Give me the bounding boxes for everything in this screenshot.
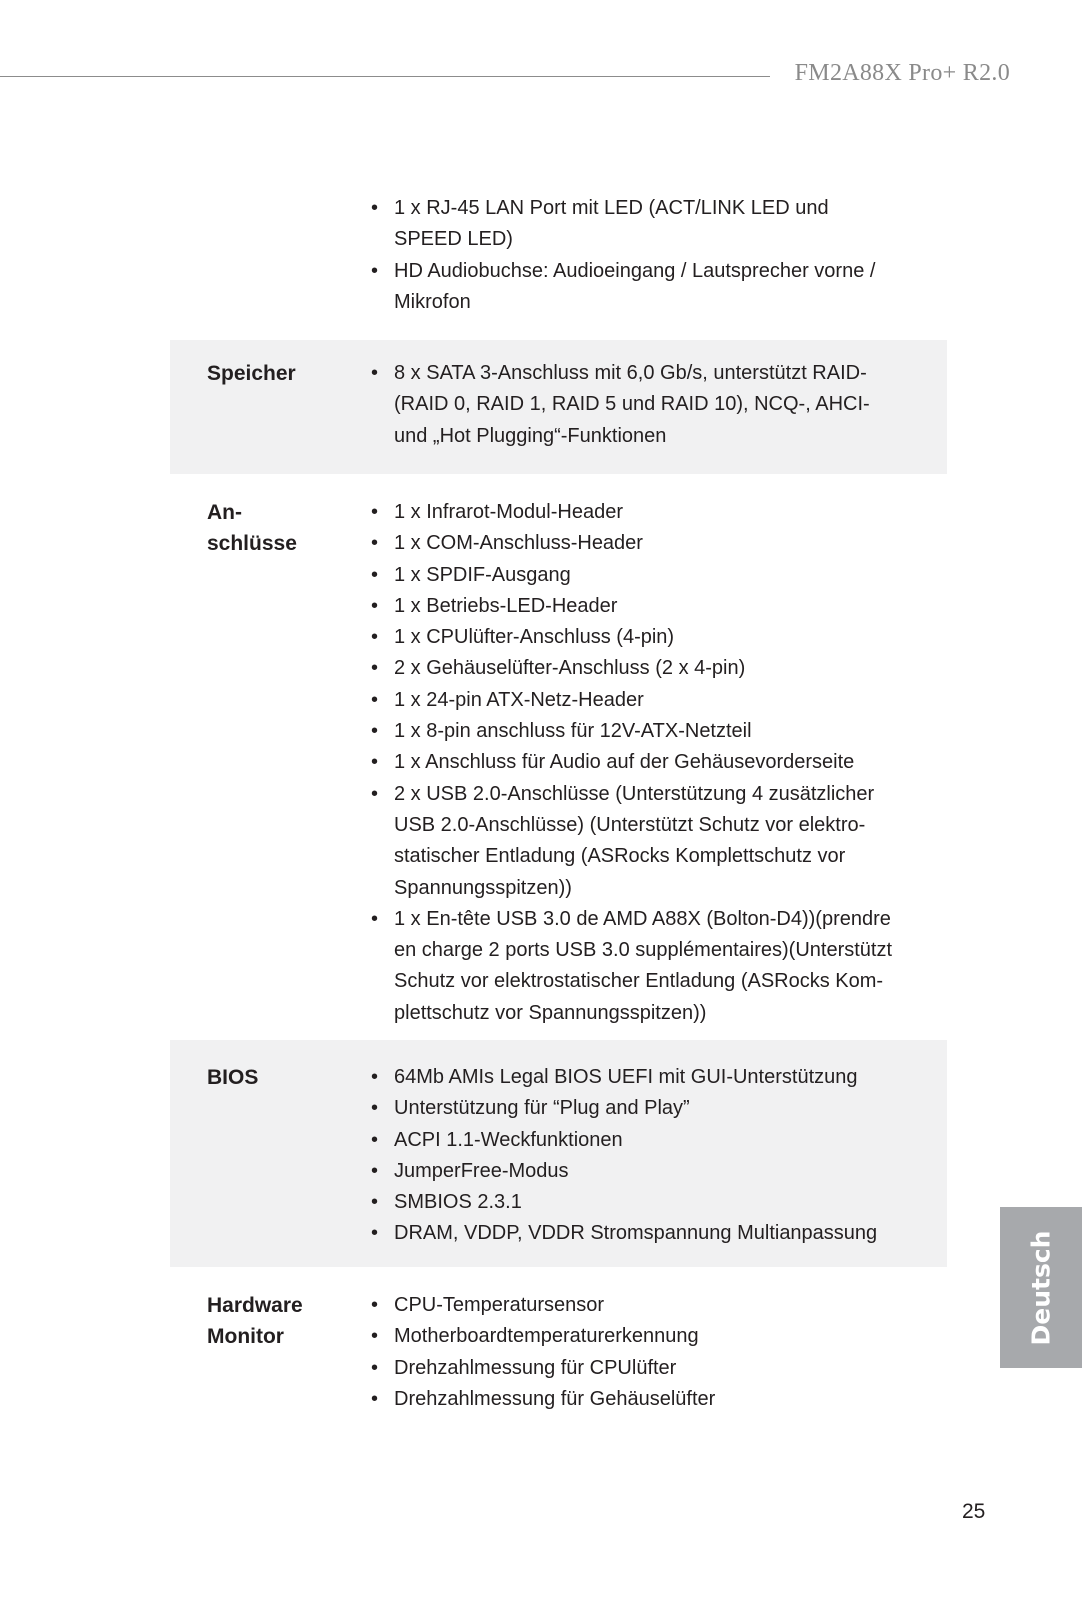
spec-item [371, 1187, 947, 1218]
spec-section-lan-audio [170, 189, 947, 319]
spec-item-line: • DRAM, VDDP, VDDR Stromspannung Multianpassung [394, 1222, 878, 1245]
spec-item-line: • HD Audiobuchse: Audioeingang / Lautsprecher vorne / [394, 259, 876, 282]
spec-item-line: • 64Mb AMIs Legal BIOS UEFI mit GUI-Unterstützung [394, 1066, 858, 1088]
section-label [207, 1290, 303, 1352]
spec-list [371, 1290, 947, 1415]
spec-item-line: • 1 x 8-pin anschluss für 12V-ATX-Netzteil [394, 720, 752, 743]
spec-item [371, 1218, 947, 1249]
spec-item-line: • 1 x Infrarot-Modul-Header [394, 501, 623, 523]
spec-item-line: • 1 x SPDIF-Ausgang [394, 563, 571, 586]
spec-item-line: • 1 x Anschluss für Audio auf der Gehäusevorderseite [394, 751, 855, 774]
spec-item-line: en charge 2 ports USB 3.0 supplémentaires)(Unterstützt [394, 939, 893, 962]
spec-item [371, 685, 947, 716]
spec-item [371, 1125, 947, 1156]
spec-item [371, 256, 947, 319]
spec-item-line: statischer Entladung (ASRocks Komplettschutz vor [394, 845, 846, 868]
spec-item-line: Mikrofon [394, 290, 471, 313]
spec-list [371, 497, 947, 1029]
spec-item [371, 358, 947, 452]
spec-item-line: • 1 x Betriebs-LED-Header [394, 594, 618, 617]
spec-item [371, 1290, 947, 1321]
spec-section-speicher [170, 340, 947, 474]
spec-item-line: • ACPI 1.1-Weckfunktionen [394, 1128, 623, 1151]
spec-list [371, 1062, 947, 1250]
spec-item-line: • 1 x CPUlüfter-Anschluss (4-pin) [394, 626, 675, 649]
spec-item-line: • 1 x RJ-45 LAN Port mit LED (ACT/LINK LED und [394, 197, 829, 219]
header-title: FM2A88X Pro+ R2.0 [794, 60, 1010, 86]
section-label-line: Speicher [207, 362, 296, 385]
section-label-line: schlüsse [207, 532, 297, 555]
spec-item-line: • 1 x COM-Anschluss-Header [394, 532, 643, 555]
spec-item [371, 1353, 947, 1384]
spec-item [371, 560, 947, 591]
spec-item-line: • SMBIOS 2.3.1 [394, 1191, 522, 1214]
section-label-line: BIOS [207, 1066, 259, 1089]
spec-item [371, 1384, 947, 1415]
spec-item-line: • 1 x En-tête USB 3.0 de AMD A88X (Bolton-D4))(prendre [394, 907, 891, 930]
page-number: 25 [962, 1500, 986, 1523]
spec-item-line: • JumperFree-Modus [394, 1159, 569, 1182]
spec-item-line: • Drehzahlmessung für CPUlüfter [394, 1356, 677, 1379]
spec-item [371, 528, 947, 559]
spec-item-line: • CPU-Temperatursensor [394, 1294, 605, 1316]
spec-item [371, 1093, 947, 1124]
spec-list [371, 193, 947, 318]
spec-item [371, 653, 947, 684]
spec-item [371, 591, 947, 622]
spec-item-line: SPEED LED) [394, 228, 513, 251]
language-tab [1000, 1207, 1082, 1368]
section-label-line: Monitor [207, 1325, 284, 1348]
header-rule [0, 76, 770, 77]
spec-item-line: • Unterstützung für “Plug and Play” [394, 1097, 690, 1120]
spec-item-line: Schutz vor elektrostatischer Entladung (ASRocks Kom- [394, 970, 884, 993]
spec-item [371, 1321, 947, 1352]
spec-item [371, 193, 947, 256]
language-tab-label: Deutsch [1026, 1230, 1056, 1345]
spec-item [371, 1156, 947, 1187]
spec-item [371, 904, 947, 1029]
spec-section-anschluesse [170, 474, 947, 1040]
spec-list [371, 358, 947, 452]
spec-item-line: • 2 x USB 2.0-Anschlüsse (Unterstützung 4 zusätzlicher [394, 782, 875, 805]
spec-item-line: • Drehzahlmessung für Gehäuselüfter [394, 1387, 716, 1410]
spec-item-line: • 1 x 24-pin ATX-Netz-Header [394, 688, 644, 711]
spec-item [371, 747, 947, 778]
spec-section-bios [170, 1040, 947, 1267]
spec-item-line: • Motherboardtemperaturerkennung [394, 1325, 699, 1348]
spec-item-line: • 2 x Gehäuselüfter-Anschluss (2 x 4-pin) [394, 657, 746, 680]
spec-item [371, 622, 947, 653]
section-label [207, 497, 297, 559]
spec-item [371, 1062, 947, 1093]
spec-section-hardware-monitor [170, 1267, 947, 1437]
spec-item-line: • 8 x SATA 3-Anschluss mit 6,0 Gb/s, unterstützt RAID- [394, 362, 867, 384]
section-label-line: Hardware [207, 1294, 303, 1317]
section-label [207, 1062, 258, 1093]
spec-item-line: USB 2.0-Anschlüsse) (Unterstützt Schutz vor elektro- [394, 813, 866, 836]
spec-item-line: plettschutz vor Spannungsspitzen)) [394, 1001, 707, 1024]
spec-item-line: Spannungsspitzen)) [394, 876, 572, 899]
spec-item [371, 497, 947, 528]
section-label [207, 358, 296, 389]
spec-item [371, 779, 947, 904]
section-label-line: An- [207, 501, 242, 524]
spec-item [371, 716, 947, 747]
spec-item-line: und „Hot Plugging“-Funktionen [394, 424, 667, 447]
spec-item-line: (RAID 0, RAID 1, RAID 5 und RAID 10), NCQ-, AHCI- [394, 393, 870, 416]
